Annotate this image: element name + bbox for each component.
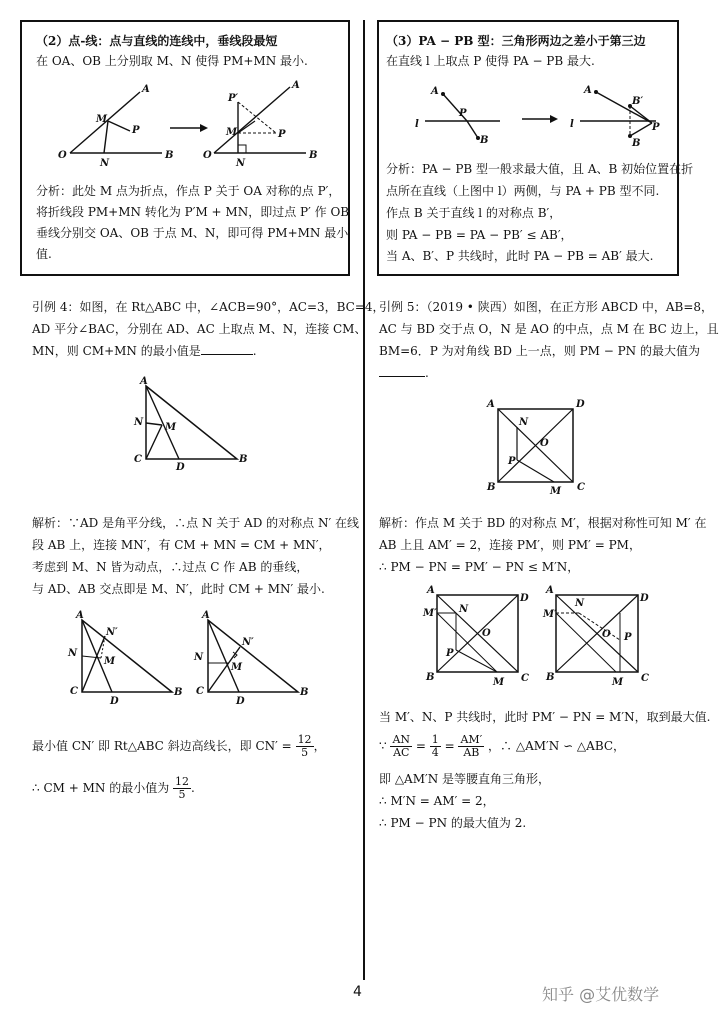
svg-text:O: O [58,150,67,161]
svg-text:O: O [540,438,549,449]
svg-text:P: P [508,456,516,467]
svg-text:N: N [194,652,204,663]
svg-text:M: M [226,127,238,138]
svg-text:A: A [292,80,300,91]
svg-text:A: A [76,610,84,621]
ex5-solution-1: 解析：作点 M 关于 BD 的对称点 M′，根据对称性可知 M′ 在 [379,516,707,530]
svg-text:D: D [576,399,585,410]
svg-text:A: A [202,610,210,621]
svg-text:B: B [480,135,489,146]
ex5-result-4: ∴ M′N = AM′ = 2， [379,794,495,808]
svg-text:l: l [415,119,419,130]
ex4-result-2: ∴ CM + MN 的最小值为 $\frac{12}{5}$ . [32,775,195,802]
ex4-question-1: 引例 4：如图，在 Rt△ABC 中，∠ACB=90°，AC=3，BC=4， [32,300,385,314]
ex5-question-1: 引例 5：（2019 • 陕西）如图，在正方形 ABCD 中，AB=8， [379,300,714,314]
left-box-analysis-4: 值. [36,247,52,261]
svg-text:C: C [577,482,585,493]
svg-text:N: N [100,158,110,169]
svg-text:M: M [104,656,116,667]
svg-text:O: O [482,628,491,639]
left-box-analysis-1: 分析：此处 M 点为折点，作点 P 关于 OA 对称的点 P′， [36,184,341,198]
svg-text:N: N [459,604,469,615]
left-box-line1: 在 OA、OB 上分别取 M、N 使得 PM+MN 最小. [36,54,308,68]
svg-text:A: A [427,585,435,596]
svg-text:M: M [96,114,108,125]
svg-text:P′: P′ [228,93,239,104]
svg-text:A: A [487,399,495,410]
ex4-solution-2: 段 AB 上，连接 MN′，有 CM + MN = CM + MN′， [32,538,331,552]
svg-text:P: P [624,632,632,643]
watermark: 知乎 @艾优数学 [542,985,660,1004]
right-box-analysis-3: 作点 B 关于直线 l 的对称点 B′， [386,206,562,220]
svg-text:C: C [70,686,78,697]
svg-text:C: C [196,686,204,697]
ex5-solution-2: AB 上且 AM′ = 2，连接 PM′，则 PM′ = PM， [379,538,641,552]
ex4-result-1: 最小值 CN′ 即 Rt△ABC 斜边高线长，即 CN′ = $\frac{12}{5}$ ， [32,733,326,760]
ex4-solution-4: 与 AD、AB 交点即是 M、N′，此时 CM + MN′ 最小. [32,582,325,596]
ex5-solution-3: ∴ PM − PN = PM′ − PN ≤ M′N， [379,560,580,574]
ex5-result-3: 即 △AM′N 是等腰直角三角形， [379,772,551,786]
svg-text:P: P [459,108,467,119]
svg-text:A: A [431,86,439,97]
svg-text:A: A [142,84,150,95]
fraction-am-ab: $\frac{AM'}{AB}$ [460,733,483,760]
ex4-solution-1: 解析：∵AD 是角平分线，∴点 N 关于 AD 的对称点 N′ 在线 [32,516,360,530]
svg-text:B: B [632,138,641,149]
fraction-an-ac: $\frac{AN}{AC}$ [392,733,411,760]
ex5-result-1: 当 M′、N、P 共线时，此时 PM′ − PN = M′N，取到最大值. [379,710,711,724]
svg-text:N: N [236,158,246,169]
ex4-solution-3: 考虑到 M、N 皆为动点，∴过点 C 作 AB 的垂线， [32,560,309,574]
svg-text:C: C [134,454,142,465]
svg-text:C: C [521,673,529,684]
svg-text:B: B [239,454,248,465]
svg-text:B: B [426,672,435,683]
svg-text:N: N [575,598,585,609]
svg-text:B: B [487,482,496,493]
svg-text:M′: M′ [543,609,557,620]
right-box-line1: 在直线 l 上取点 P 使得 PA − PB 最大. [386,54,595,68]
page-number: 4 [353,984,362,1000]
left-box-analysis-2: 将折线段 PM+MN 转化为 P′M + MN，即过点 P′ 作 OB [36,205,350,219]
svg-text:M: M [231,662,243,673]
svg-text:B: B [309,150,318,161]
right-box-analysis-1: 分析：PA − PB 型一般求最大值，且 A、B 初始位置在折 [386,162,694,176]
svg-text:N: N [134,417,144,428]
svg-text:N′: N′ [242,637,254,648]
ex4-question-2: AD 平分∠BAC，分别在 AD、AC 上取点 M、N，连接 CM、 [32,322,367,336]
svg-text:D: D [176,462,185,473]
fraction-12-5: $\frac{12}{5}$ [297,733,312,760]
svg-text:l: l [570,119,574,130]
svg-text:B: B [165,150,174,161]
right-box-title: （3）PA − PB 型：三角形两边之差小于第三边 [386,34,646,48]
svg-text:B: B [174,687,183,698]
ex5-result-2: ∵ $\frac{AN}{AC}$ = $\frac{1}{4}$ = $\frac{AM'}{AB}$ ，∴ △AM′N ∽ △ABC， [379,733,626,760]
right-box-analysis-2: 点所在直线（上图中 l）两侧，与 PA + PB 型不同. [386,184,660,198]
svg-text:M: M [165,422,177,433]
svg-text:N′: N′ [106,627,118,638]
svg-text:P: P [278,129,286,140]
svg-text:N: N [68,648,78,659]
svg-text:B′: B′ [632,96,644,107]
fraction-12-5-b: $\frac{12}{5}$ [175,775,190,802]
left-box-analysis-3: 垂线分别交 OA、OB 于点 M、N，即可得 PM+MN 最小 [36,226,349,240]
svg-text:B: B [546,672,555,683]
svg-text:M: M [550,486,562,497]
right-box-analysis-5: 当 A、B′、P 共线时，此时 PA − PB = AB′ 最大. [386,249,654,263]
ex4-question-3: MN，则 CM+MN 的最小值是 . [32,344,257,358]
svg-text:P: P [652,122,660,133]
right-box-analysis-4: 则 PA − PB = PA − PB′ ≤ AB′， [386,228,573,242]
ex5-question-3: BM=6．P 为对角线 BD 上一点，则 PM − PN 的最大值为 [379,344,701,358]
svg-text:P: P [446,648,454,659]
svg-text:M′: M′ [423,608,437,619]
svg-text:C: C [641,673,649,684]
svg-text:A: A [584,85,592,96]
svg-text:D: D [110,696,119,707]
left-box-title: （2）点-线：点与直线的连线中，垂线段最短 [36,34,278,48]
svg-text:P: P [132,125,140,136]
svg-text:M: M [493,677,505,688]
fraction-1-4: $\frac{1}{4}$ [431,733,439,760]
ex5-question-blank: . [379,364,429,382]
ex5-result-5: ∴ PM − PN 的最大值为 2. [379,816,527,830]
svg-text:D: D [520,593,529,604]
svg-text:O: O [602,629,611,640]
ex5-question-2: AC 与 BD 交于点 O，N 是 AO 的中点，点 M 在 BC 边上，且 [379,322,719,336]
svg-text:O: O [203,150,212,161]
svg-text:A: A [140,376,148,387]
svg-text:M: M [612,677,624,688]
svg-text:D: D [236,696,245,707]
svg-text:N: N [519,417,529,428]
svg-text:A: A [546,585,554,596]
svg-text:D: D [640,593,649,604]
svg-text:B: B [300,687,309,698]
